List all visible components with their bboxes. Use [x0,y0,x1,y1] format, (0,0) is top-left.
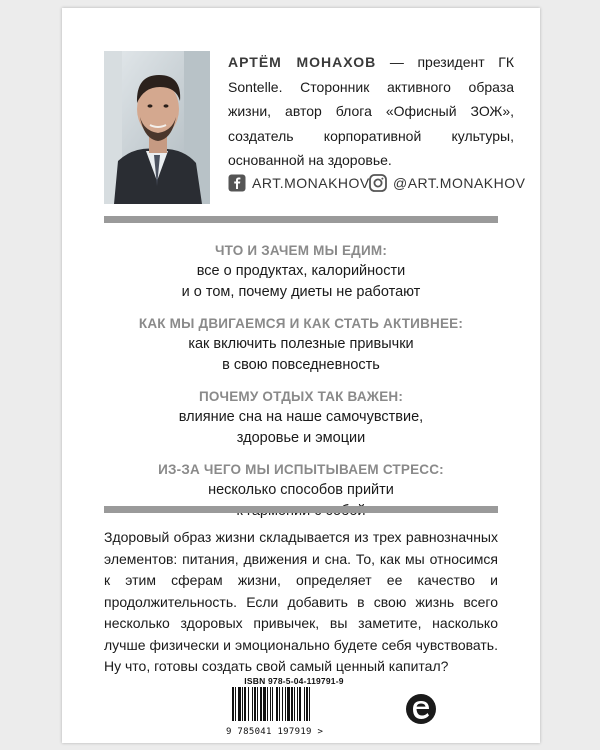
barcode [226,676,362,737]
topic-line: все о продуктах, калорийности [196,263,406,279]
topic-item [104,386,498,449]
barcode-bar [287,687,290,721]
barcode-bar [297,687,298,721]
barcode-bar [252,687,253,721]
barcode-bar [242,687,243,721]
barcode-bar [299,687,301,721]
author-bio [228,50,514,173]
facebook-handle[interactable] [228,174,370,192]
bottom-divider-bar [104,506,498,513]
barcode-bar [294,687,295,721]
barcode-bar [235,687,236,721]
instagram-handle[interactable] [369,174,525,192]
topic-heading: КАК МЫ ДВИГАЕМСЯ И КАК СТАТЬ АКТИВНЕЕ: [138,316,464,331]
barcode-bar [257,687,258,721]
barcode-bar [276,687,278,721]
barcode-bar [260,687,262,721]
author-title: — президент [376,54,485,70]
topic-heading: ПОЧЕМУ ОТДЫХ ТАК ВАЖЕН: [198,389,404,404]
barcode-bar [279,687,280,721]
barcode-bar [267,687,268,721]
book-back-cover [62,8,540,743]
barcode-digits: 9 785041 197919 > [226,727,324,737]
barcode-bar [306,687,308,721]
eksmo-logo [404,692,438,726]
barcode-bar [244,687,246,721]
topic-line: влияние сна на наше самочувствие, [178,409,424,425]
facebook-icon [228,174,246,192]
barcode-bar [304,687,305,721]
barcode-bar [272,687,273,721]
barcode-bar [263,687,266,721]
book-description: Здоровый образ жизни складывается из трех равнозначных элементов: питания, движения и сна. То, как мы относимся к этим сферам жизни, определяет ее качество и продолжительность. Если добавить в свою жизнь всего несколько здоровых привычек, вы заметите, насколько лучше физически и эмоционально будете себя чувствовать. Ну что, готовы создать свой самый ценный капитал? [104,529,498,674]
isbn-number: ISBN 978-5-04-119791-9 [244,676,344,686]
topic-item [104,240,498,303]
barcode-bar [285,687,286,721]
top-divider-bar [104,216,498,223]
topic-line: здоровье и эмоции [236,430,366,446]
barcode-bars [226,686,362,722]
topics-list [104,240,498,532]
barcode-bar [232,687,234,721]
topic-item [104,313,498,376]
barcode-bar [238,687,241,721]
instagram-icon [369,174,387,192]
barcode-bar [291,687,293,721]
topic-heading: ЧТО И ЗАЧЕМ МЫ ЕДИМ: [214,243,388,258]
topic-line: как включить полезные привычки [188,336,414,352]
barcode-bar [248,687,249,721]
topic-heading: ИЗ-ЗА ЧЕГО МЫ ИСПЫТЫВАЕМ СТРЕСС: [158,462,444,477]
instagram-handle-text: @ART.MONAKHOV [393,175,526,191]
barcode-bar [282,687,283,721]
barcode-bar [270,687,271,721]
author-name: АРТЁМ МОНАХОВ [228,54,377,70]
barcode-bar [254,687,256,721]
topic-line: несколько способов прийти [208,482,394,498]
facebook-handle-text: ART.MONAKHOV [252,175,370,191]
author-bio-text: ГК Sontelle. Сторонник активного образа жизни, автор блога «Офисный ЗОЖ», создатель корпоративной культуры, основанной на здоровье. [228,54,515,168]
topic-line: и о том, почему диеты не работают [181,284,421,300]
topic-line: в свою повседневность [222,357,380,373]
author-photo [104,51,210,204]
barcode-bar [309,687,310,721]
